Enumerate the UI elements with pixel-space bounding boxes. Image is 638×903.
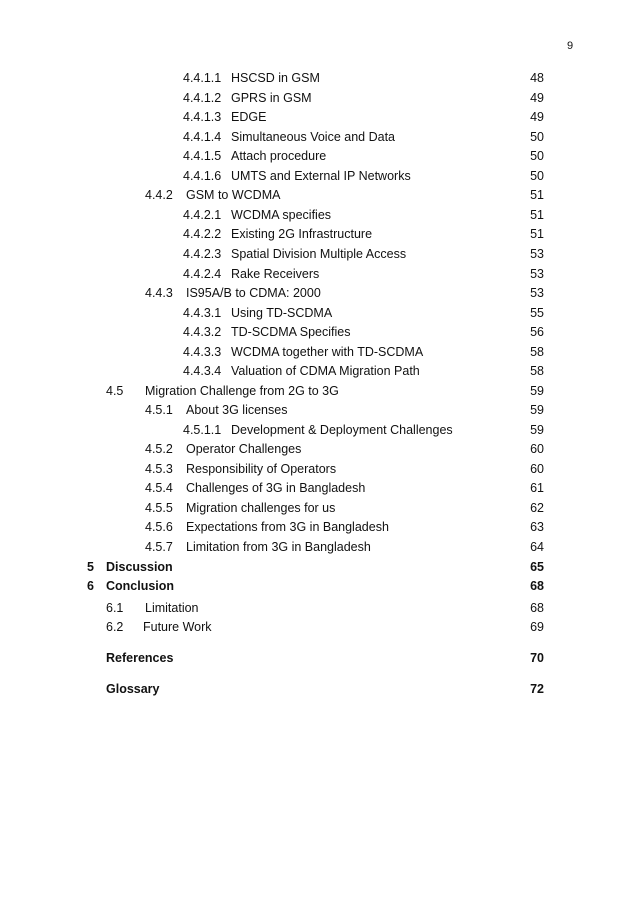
toc-entry-title: Migration challenges for us	[186, 501, 336, 515]
toc-entry-title: EDGE	[231, 110, 267, 124]
toc-entry-title: WCDMA specifies	[231, 208, 332, 222]
toc-entry-page: 58	[530, 345, 544, 359]
toc-entry-title: Conclusion	[106, 579, 175, 593]
toc-entry-number: 4.4.1.6	[183, 169, 222, 183]
toc-entry	[0, 577, 638, 595]
toc-entry-page: 59	[530, 403, 544, 417]
page-number: 9	[567, 40, 574, 52]
toc-entry-number: 5	[87, 560, 94, 574]
toc-entry-title: Using TD-SCDMA	[231, 306, 333, 320]
toc-entry-number: 4.5.6	[145, 520, 173, 534]
toc-entry	[0, 479, 638, 497]
toc-entry-page: 51	[530, 208, 544, 222]
toc-entry	[0, 284, 638, 302]
toc-entry-page: 51	[530, 188, 544, 202]
toc-entry	[0, 186, 638, 204]
toc-entry-page: 58	[530, 364, 544, 378]
toc-entry-number: 4.4.2.1	[183, 208, 222, 222]
toc-entry	[0, 89, 638, 107]
toc-entry-title: Responsibility of Operators	[186, 462, 337, 476]
toc-entry	[0, 265, 638, 283]
toc-entry-page: 64	[530, 540, 544, 554]
toc-entry-page: 70	[530, 651, 544, 665]
toc-entry	[0, 401, 638, 419]
toc-entry-page: 53	[530, 286, 544, 300]
toc-entry-title: Migration Challenge from 2G to 3G	[145, 384, 339, 398]
toc-entry	[0, 69, 638, 87]
toc-entry-title: Development & Deployment Challenges	[231, 423, 453, 437]
toc-entry	[0, 599, 638, 617]
toc-entry-number: 4.4.2.4	[183, 267, 222, 281]
toc-entry-number: 4.5.1.1	[183, 423, 222, 437]
toc-entry-title: HSCSD in GSM	[231, 71, 320, 85]
toc-entry-number: 4.5.4	[145, 481, 173, 495]
toc-entry-number: 4.4.3.2	[183, 325, 222, 339]
toc-entry-page: 50	[530, 149, 544, 163]
toc-entry-title: Future Work	[143, 620, 212, 634]
toc-entry-page: 53	[530, 247, 544, 261]
toc-entry	[0, 323, 638, 341]
toc-entry	[0, 206, 638, 224]
toc-entry-page: 51	[530, 227, 544, 241]
toc-entry-number: 4.5.2	[145, 442, 173, 456]
toc-entry-page: 50	[530, 130, 544, 144]
toc-entry	[0, 460, 638, 478]
toc-entry	[0, 343, 638, 361]
toc-entry	[0, 538, 638, 556]
toc-entry	[0, 680, 638, 698]
toc-entry-page: 69	[530, 620, 544, 634]
toc-entry-title: WCDMA together with TD-SCDMA	[231, 345, 424, 359]
toc-entry-title: GPRS in GSM	[231, 91, 312, 105]
toc-entry	[0, 304, 638, 322]
toc-entry-page: 48	[530, 71, 544, 85]
toc-entry	[0, 362, 638, 380]
toc-entry-page: 59	[530, 384, 544, 398]
toc-entry-page: 60	[530, 442, 544, 456]
toc-entry	[0, 649, 638, 667]
toc-entry-title: Rake Receivers	[231, 267, 320, 281]
toc-entry-number: 4.5.1	[145, 403, 173, 417]
toc-entry-page: 61	[530, 481, 544, 495]
toc-entry-title: UMTS and External IP Networks	[231, 169, 411, 183]
toc-entry-page: 72	[530, 682, 544, 696]
toc-entry-page: 49	[530, 91, 544, 105]
toc-entry-number: 4.4.2.2	[183, 227, 222, 241]
toc-entry-page: 62	[530, 501, 544, 515]
toc-entry-number: 4.4.1.5	[183, 149, 222, 163]
toc-entry-number: 4.5.5	[145, 501, 173, 515]
toc-entry	[0, 128, 638, 146]
toc-entry	[0, 618, 638, 636]
toc-entry-title: Simultaneous Voice and Data	[231, 130, 395, 144]
toc-entry-title: Spatial Division Multiple Access	[231, 247, 407, 261]
toc-entry-title: References	[106, 651, 174, 665]
toc-entry-title: Valuation of CDMA Migration Path	[231, 364, 420, 378]
toc-entry-title: GSM to WCDMA	[186, 188, 281, 202]
toc-entry-number: 4.4.3.4	[183, 364, 222, 378]
toc-entry	[0, 518, 638, 536]
toc-entry-title: Limitation from 3G in Bangladesh	[186, 540, 371, 554]
toc-entry-number: 6.2	[106, 620, 124, 634]
toc-entry	[0, 440, 638, 458]
toc-entry-number: 4.4.2.3	[183, 247, 222, 261]
toc-entry-page: 59	[530, 423, 544, 437]
toc-entry-page: 49	[530, 110, 544, 124]
toc-entry-number: 4.5	[106, 384, 124, 398]
toc-entry-page: 56	[530, 325, 544, 339]
toc-entry-number: 4.4.1.3	[183, 110, 222, 124]
toc-entry-number: 4.4.3	[145, 286, 173, 300]
toc-entry-number: 4.5.7	[145, 540, 173, 554]
toc-entry-page: 68	[530, 601, 544, 615]
toc-entry	[0, 499, 638, 517]
toc-entry	[0, 167, 638, 185]
toc-entry-title: Glossary	[106, 682, 160, 696]
toc-entry-page: 50	[530, 169, 544, 183]
toc-entry-number: 4.4.1.1	[183, 71, 222, 85]
toc-entry-title: Expectations from 3G in Bangladesh	[186, 520, 389, 534]
toc-entry-title: Challenges of 3G in Bangladesh	[186, 481, 366, 495]
toc-entry-title: Existing 2G Infrastructure	[231, 227, 373, 241]
toc-entry-title: TD-SCDMA Specifies	[231, 325, 351, 339]
toc-entry-page: 55	[530, 306, 544, 320]
toc-entry	[0, 558, 638, 576]
toc-entry-number: 6	[87, 579, 94, 593]
toc-entry-title: About 3G licenses	[186, 403, 288, 417]
toc-entry	[0, 225, 638, 243]
toc-entry	[0, 147, 638, 165]
toc-entry-number: 4.4.3.1	[183, 306, 222, 320]
toc-entry-title: Limitation	[145, 601, 199, 615]
toc-entry-page: 65	[530, 560, 544, 574]
toc-entry	[0, 421, 638, 439]
toc-entry-title: Attach procedure	[231, 149, 327, 163]
toc-entry-title: Discussion	[106, 560, 173, 574]
toc-entry-number: 4.4.2	[145, 188, 173, 202]
toc-entry	[0, 245, 638, 263]
toc-entry-title: IS95A/B to CDMA: 2000	[186, 286, 321, 300]
toc-entry-number: 6.1	[106, 601, 124, 615]
toc-entry	[0, 108, 638, 126]
toc-entry-page: 60	[530, 462, 544, 476]
toc-entry-number: 4.4.1.2	[183, 91, 222, 105]
toc-entry-page: 63	[530, 520, 544, 534]
toc-entry	[0, 382, 638, 400]
toc-entry-number: 4.4.1.4	[183, 130, 222, 144]
toc-entry-page: 53	[530, 267, 544, 281]
toc-entry-number: 4.4.3.3	[183, 345, 222, 359]
toc-entry-page: 68	[530, 579, 544, 593]
toc-entry-title: Operator Challenges	[186, 442, 302, 456]
toc-entry-number: 4.5.3	[145, 462, 173, 476]
